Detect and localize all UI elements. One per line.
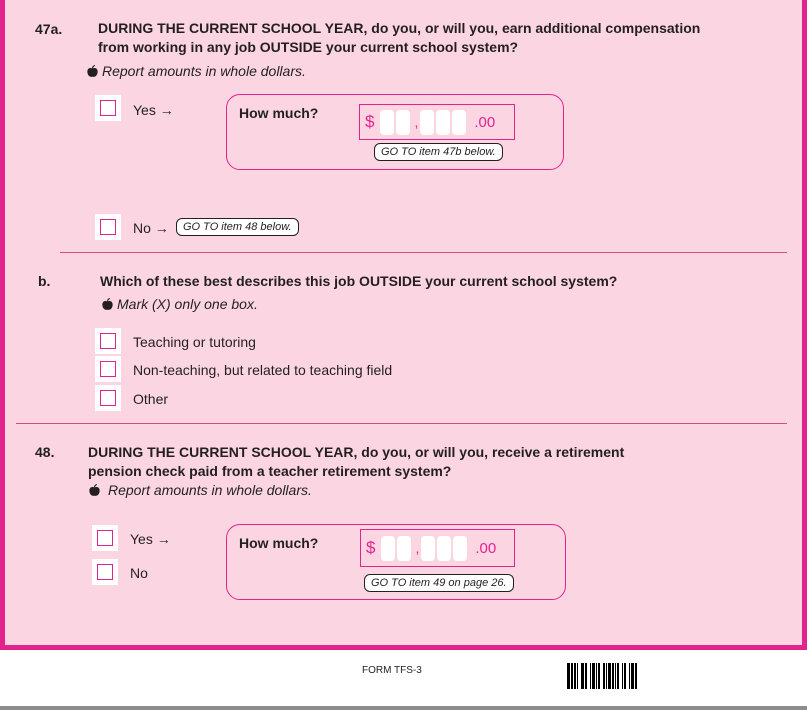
option-47b-label-3: Other — [133, 391, 169, 407]
question-number-47a: 47a. — [35, 21, 63, 37]
checkbox-48-no-wrap[interactable] — [92, 559, 118, 585]
dollar-sign: $ — [365, 112, 375, 131]
digit-cell[interactable] — [453, 536, 467, 561]
question-number-47b: b. — [38, 273, 51, 289]
dollar-sign: $ — [366, 538, 376, 557]
instruction-47b — [101, 296, 258, 312]
barcode — [567, 663, 637, 689]
apple-icon — [101, 298, 114, 311]
checkbox-47b-option-2-wrap[interactable] — [95, 356, 121, 382]
barcode-bar — [635, 663, 637, 689]
option-48-yes — [130, 531, 171, 547]
instruction-47a-text: Report amounts in whole dollars. — [102, 63, 306, 79]
checkbox-47b-option-1-wrap[interactable] — [95, 328, 121, 354]
question-text-47a-line2: from working in any job OUTSIDE your current school system? — [98, 39, 519, 55]
checkbox-47b-option-2[interactable] — [100, 361, 116, 377]
checkbox-47b-option-3-wrap[interactable] — [95, 385, 121, 411]
question-text-48 — [88, 443, 624, 481]
digit-cell[interactable] — [396, 110, 410, 135]
checkbox-47a-no[interactable] — [100, 219, 116, 235]
digit-cell[interactable] — [437, 536, 451, 561]
section-divider — [16, 423, 787, 424]
instruction-47a — [86, 63, 306, 79]
checkbox-47a-yes-wrap[interactable] — [95, 95, 121, 121]
checkbox-47b-option-3[interactable] — [100, 390, 116, 406]
option-48-yes-label: Yes — [130, 531, 153, 547]
digit-cell[interactable] — [397, 536, 411, 561]
arrow-icon: → — [156, 531, 171, 547]
question-text-47b: Which of these best describes this job OUTSIDE your current school system? — [100, 273, 618, 289]
digit-cell[interactable] — [436, 110, 450, 135]
amount-input-47a[interactable] — [359, 104, 515, 140]
goto-48-note: GO TO item 48 below. — [176, 218, 299, 236]
option-47a-no-label: No — [133, 220, 151, 236]
form-id: FORM TFS-3 — [362, 665, 422, 676]
digit-cell[interactable] — [420, 110, 434, 135]
option-47a-yes-label: Yes — [133, 102, 156, 118]
checkbox-48-no[interactable] — [97, 564, 113, 580]
checkbox-47b-option-1[interactable] — [100, 333, 116, 349]
instruction-48 — [88, 482, 312, 498]
cents-label: .00 — [474, 113, 496, 131]
checkbox-48-yes[interactable] — [97, 530, 113, 546]
digit-cell[interactable] — [452, 110, 466, 135]
goto-49-note: GO TO item 49 on page 26. — [364, 574, 514, 592]
instruction-47b-text: Mark (X) only one box. — [117, 296, 258, 312]
option-47b-label-1: Teaching or tutoring — [133, 334, 256, 350]
thousands-separator: , — [415, 540, 420, 556]
arrow-icon: → — [159, 102, 174, 118]
option-48-no-label: No — [130, 565, 148, 581]
how-much-label-48: How much? — [239, 535, 319, 551]
how-much-label-47a: How much? — [239, 105, 319, 121]
digit-cell[interactable] — [421, 536, 435, 561]
question-text-47a — [98, 19, 700, 57]
apple-icon — [88, 484, 101, 497]
question-text-48-line2: pension check paid from a teacher retirement system? — [88, 463, 452, 479]
question-text-47a-line1: DURING THE CURRENT SCHOOL YEAR, do you, or will you, earn additional compensation — [98, 20, 701, 36]
digit-cell[interactable] — [381, 536, 395, 561]
section-divider — [60, 252, 787, 253]
question-number-48: 48. — [35, 444, 55, 460]
thousands-separator: , — [414, 114, 419, 130]
checkbox-47a-no-wrap[interactable] — [95, 214, 121, 240]
option-47b-label-2: Non-teaching, but related to teaching field — [133, 362, 393, 378]
arrow-icon: → — [154, 220, 169, 236]
digit-cell[interactable] — [380, 110, 394, 135]
checkbox-48-yes-wrap[interactable] — [92, 525, 118, 551]
instruction-48-text: Report amounts in whole dollars. — [108, 482, 312, 498]
option-47a-no — [133, 220, 169, 236]
checkbox-47a-yes[interactable] — [100, 100, 116, 116]
page-bottom-edge — [0, 706, 807, 710]
goto-47b-note: GO TO item 47b below. — [374, 143, 503, 161]
question-text-48-line1: DURING THE CURRENT SCHOOL YEAR, do you, or will you, receive a retirement — [88, 444, 625, 460]
apple-icon — [86, 65, 99, 78]
option-47a-yes — [133, 102, 174, 118]
cents-label: .00 — [475, 539, 497, 557]
amount-input-48[interactable] — [360, 529, 515, 567]
